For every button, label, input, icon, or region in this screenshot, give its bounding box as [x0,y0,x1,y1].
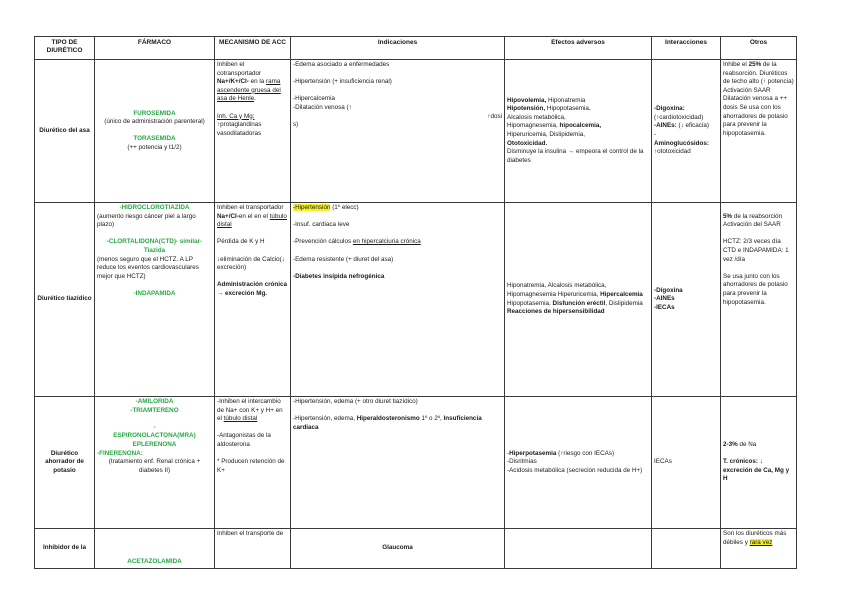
drug-note: (aumento riesgo cáncer piel a largo plazo) [97,212,196,229]
drug-note: (menos seguro que el HCTZ. A LP reduce los eventos cardiovasculares mejor que HCTZ) [97,255,199,280]
indicacion-text: -Edema asociado a enfermedades [293,61,390,68]
indicacion-text: -Hipercalcemia [293,95,335,103]
otros-text: 5% de la reabsorción Activación del SAAR [723,212,783,229]
drug-dash: - [153,423,156,431]
indicacion-text: -Insuf. cardiaca leve [293,221,350,229]
interaccion-text: IECAs [654,458,672,466]
efecto-text: -Hiperpotasemia (↑riesgo con IECAs) [507,449,615,457]
indicacion-text: -Hipertensión, edema (+ otro diuret tiazídico) [293,398,418,405]
indicacion-text: -Diabetes insípida nefrogénica [293,272,385,280]
indicacion-text: -Hipertensión (1º elecc) [293,204,359,211]
indicacion-text: Glaucoma [382,544,413,552]
cell-interacciones-ahorrador [652,397,721,529]
indicacion-text: -Prevención cálculos en hipercalciuria crónica [293,238,421,246]
cell-otros-asa [721,60,797,203]
cell-otros-tiazidico [721,203,797,397]
table-row-tiazidico [35,203,797,397]
drug-espironolactona: ESPIRONOLACTONA(MRA) [113,432,196,440]
cell-otros-ahorrador [721,397,797,529]
interaccion-text: - [654,131,657,138]
interaccion-text: -Digoxina [654,286,683,294]
mecanismo-text: ↓eliminación de Calcio(↓ excreción) [217,255,285,272]
mecanismo-text: Inhiben el transporte de [217,530,284,537]
drug-note: (tratamiento enf. Renal crónica + diabetes II) [108,458,201,474]
cell-indicaciones-tiazidico [291,203,505,397]
efecto-text: Hiponatremia, Alcalosis metabólica, Hipomagnesemia Hiperuricemia, Hipercalcemia Hipopotasemia, Disfunción eréctil, Dislipidemia [507,282,643,307]
mecanismo-text: Inh. Ca y Mg: [217,112,255,120]
efecto-text: Hipomagnesemia, hipocalcemia, [507,122,602,130]
cell-tipo-asa: Diurético del asa [35,60,95,203]
cell-mecanismo-tiazidico [215,203,291,397]
interaccion-text: (↑cardiotoxicidad) [654,113,704,121]
table-row-asa [35,60,797,203]
cell-tipo-ahorrador: Diurético ahorrador de potasio [35,397,95,529]
drug-note: (++ potencia y t1/2) [127,143,182,151]
table-row-inhibidor [35,529,797,569]
header-interacciones: Interacciones [652,37,721,60]
cell-indicaciones-inhibidor [291,529,505,569]
interaccion-text: -IECAs [654,303,675,311]
efecto-text: Hiperuricemia, Dislipidemia, [507,131,586,138]
cell-farmaco-asa [95,60,215,203]
mecanismo-text: Inhiben el cotransportador Na+/K+/Cl- en la rama ascendente gruesa del asa de Henle. [217,61,281,103]
cell-efectos-tiazidico [505,203,652,397]
efecto-text: -Acidosis metabólica (secreción reducida de H+) [507,466,643,474]
cell-efectos-inhibidor [505,529,652,569]
diuretics-table [34,36,797,569]
interaccion-text: Aminoglucósidos: [654,139,709,147]
efecto-text: Ototoxicidad. [507,139,548,147]
drug-amilorida: -AMILORIDA [135,398,174,405]
cell-interacciones-tiazidico [652,203,721,397]
header-efectos: Efectos adversos [505,37,652,60]
mecanismo-text: -Inhiben el intercambio de Na+ con K+ y H+ en el túbulo distal [217,398,283,423]
header-otros: Otros [721,37,797,60]
indicacion-text: -Edema resistente (+ diuret del asa) [293,255,394,263]
mecanismo-text: Administración crónica → excreción Mg. [217,281,287,297]
indicacion-text: -Hipertensión (+ insuficiencia renal) [293,78,392,86]
efecto-text: -Disritmias [507,458,537,466]
table-row-ahorrador [35,397,797,529]
cell-farmaco-tiazidico [95,203,215,397]
indicacion-text: -Hipertensión, edema, Hiperaldosteronismo 1º o 2º, Insuficiencia cardiaca [293,415,482,431]
cell-efectos-ahorrador [505,397,652,529]
interaccion-text: -AINEs [654,295,675,303]
interaccion-text: ↑ototoxicidad [654,148,691,156]
header-mecanismo: MECANISMO DE ACC [215,37,291,60]
interaccion-text: -AINEs: (↓ eficacia) [654,122,709,130]
interaccion-text: -Digoxina: [654,105,685,113]
mecanismo-text: Inhiben el transportador Na+/Cl-en el en el túbulo distal [217,204,287,229]
efecto-text: Alcalosis metabólica, [507,113,566,121]
mecanismo-text: Pérdida de K y H [217,238,265,246]
otros-text: 2-3% de Na [723,441,757,449]
cell-interacciones-asa [652,60,721,203]
cell-otros-inhibidor [721,529,797,569]
drug-eplerenona: EPLERENONA [132,440,177,448]
drug-finerenona: -FINERENONA: [97,449,143,457]
efecto-text: Disminuye la insulina → empeora el control de la diabetes [507,148,644,164]
cell-mecanismo-inhibidor [215,529,291,569]
mecanismo-text: * Producen retención de K+ [217,458,285,474]
efecto-text: Hipotensión, Hipopotasemia, [507,105,591,113]
drug-acetazolamida: ACETAZOLAMIDA [127,558,182,566]
drug-furosemida: FUROSEMIDA [133,109,176,117]
efecto-text: Hipovolemia, Hiponatremia [507,96,586,104]
cell-farmaco-inhibidor [95,529,215,569]
efecto-text: Reacciones de hipersensibilidad [507,308,605,316]
cell-indicaciones-ahorrador [291,397,505,529]
otros-text: Se usa junto con los ahorradores de potasio para prevenir la hipopotasemia. [723,272,788,306]
cell-mecanismo-asa [215,60,291,203]
cell-tipo-inhibidor: Inhibidor de la [35,529,95,569]
header-row [35,37,797,60]
mecanismo-text: ↑protaglandinas vasodilatadoras [217,121,262,137]
cell-efectos-asa [505,60,652,203]
drug-indapamida: -INDAPAMIDA [133,289,176,297]
mecanismo-text: -Antagonistas de la aldosterona [217,432,271,448]
drug-note: (único de administración parenteral) [104,118,205,126]
header-farmaco: FÁRMACO [95,37,215,60]
drug-clortalidona: -CLORTALIDONA(CTD)- similar-Tiazida [106,238,203,254]
indicacion-text: s) [293,121,299,129]
cell-mecanismo-ahorrador [215,397,291,529]
otros-text: Son los diuréticos más débiles y rara vez [723,530,787,546]
otros-text: HCTZ: 2/3 veces día CTD e INDAPAMIDA: 1 vez /día [723,238,789,263]
cell-interacciones-inhibidor [652,529,721,569]
drug-torasemida: TORASEMIDA [133,135,176,143]
drug-hidroclorotiazida: -HIDROCLOROTIAZIDA [119,204,190,211]
cell-indicaciones-asa [291,60,505,203]
indicacion-text: ↑dosi [487,112,502,120]
drug-triamtereno: -TRIAMTERENO [130,406,179,414]
header-tipo: TIPO DE DIURÉTICO [35,37,95,60]
cell-farmaco-ahorrador [95,397,215,529]
header-indicaciones: Indicaciones [291,37,505,60]
otros-text: T. crónicos: ↓ excreción de Ca, Mg y H [723,458,790,483]
otros-text: Inhibe el 25% de la reabsorción. Diuréticos de techo alto (↑ potencia) Activación SAAR Dilatación venosa a ++ dosis Se usa con los ahorradores de potasio para prevenir la hipopotasemia. [723,61,794,137]
cell-tipo-tiazidico: Diurético tiazídico [35,203,95,397]
indicacion-text: -Dilatación venosa (↑ [293,103,352,111]
